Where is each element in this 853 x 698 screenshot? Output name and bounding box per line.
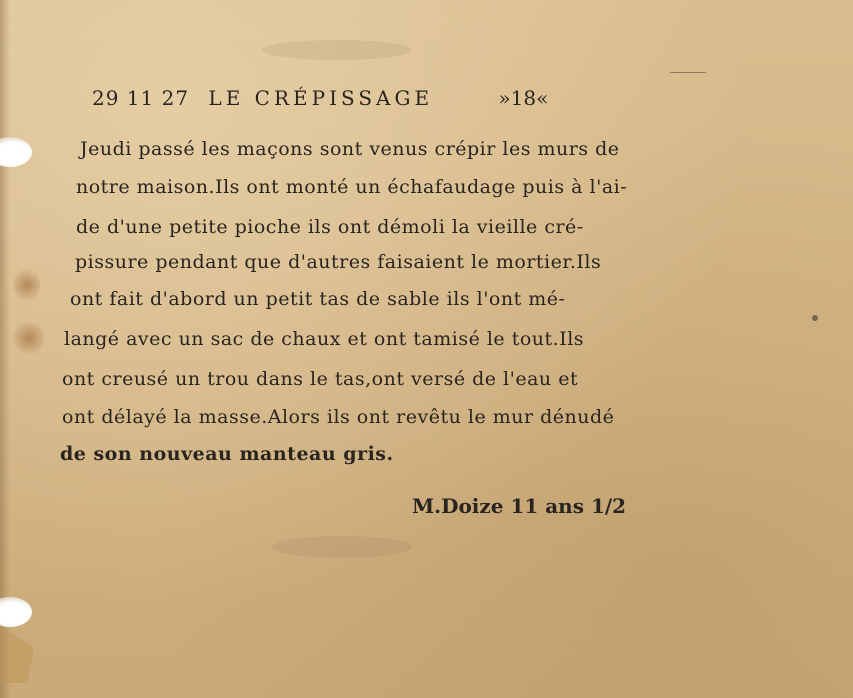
header-date: 29 11 27 xyxy=(92,86,190,110)
text-line: de son nouveau manteau gris. xyxy=(60,443,394,465)
text-line: notre maison.Ils ont monté un échafaudage puis à l'ai- xyxy=(76,176,628,198)
text-line: Jeudi passé les maçons sont venus crépir les murs de xyxy=(80,138,620,160)
document-header xyxy=(92,86,548,110)
corner-rule-mark xyxy=(670,72,706,73)
binder-hole-top xyxy=(0,137,32,167)
binder-hole-bottom xyxy=(0,597,32,627)
rust-stain xyxy=(14,265,40,305)
rust-stain xyxy=(14,318,44,358)
text-line: de d'une petite pioche ils ont démoli la vieille cré- xyxy=(76,216,584,238)
text-line: ont fait d'abord un petit tas de sable ils l'ont mé- xyxy=(70,288,566,310)
document-title: LE CRÉPISSAGE xyxy=(208,86,434,110)
text-line: pissure pendant que d'autres faisaient le mortier.Ils xyxy=(75,251,602,273)
ink-smudge xyxy=(272,536,412,558)
ink-dot xyxy=(812,315,818,321)
text-line: langé avec un sac de chaux et ont tamisé le tout.Ils xyxy=(64,328,585,350)
sheet-edge-shadow xyxy=(0,0,10,698)
text-line: ont délayé la masse.Alors ils ont revêtu le mur dénudé xyxy=(62,406,615,428)
author-signature: M.Doize 11 ans 1/2 xyxy=(412,494,627,518)
text-line: ont creusé un trou dans le tas,ont versé de l'eau et xyxy=(62,368,579,390)
paper-tape-fragment xyxy=(0,625,34,683)
page-number: »18« xyxy=(498,86,549,110)
ink-smudge xyxy=(262,40,412,60)
